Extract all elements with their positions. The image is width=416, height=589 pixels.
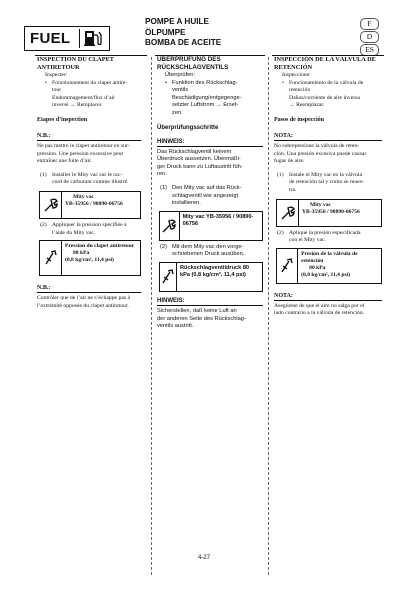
spec-label: Presión de la válvula de	[301, 250, 358, 257]
spec-box	[39, 240, 141, 276]
spec-value: (0,8 kg/cm², 11,4 psi)	[191, 271, 246, 278]
page-number: 4-27	[198, 555, 211, 561]
note-label: HINWEIS:	[157, 297, 263, 306]
step-1: (1) Den Mity vac auf das Rück- schlagventil wie angezeigt installieren.	[160, 184, 242, 207]
section-title: ÜBERPRÜFUNG DES	[157, 56, 221, 63]
column-french	[37, 56, 141, 310]
tool-part-number: 90890-06756	[182, 213, 254, 227]
note-label: N.B.:	[37, 132, 141, 141]
language-indicators	[360, 18, 379, 57]
step-2: (2) Aplique la presión especificada con el Mity vac.	[277, 229, 361, 244]
step-1: (1) Installer le Mity vac sur le rac- cord de carburant comme illustré.	[40, 171, 129, 186]
note-text: No sobrepresione la válvula de reten- ción. Una presión excesiva puede causar fugas de aire.	[274, 142, 367, 165]
tool-box	[159, 211, 263, 241]
special-tool-icon	[277, 200, 299, 226]
step-2: (2) Appliquer la pression spécifiée à l’aide du Mity vac.	[40, 221, 127, 236]
section-label: FUEL	[30, 30, 71, 47]
title-fr: POMPE A HUILE	[145, 17, 209, 26]
spec-box	[159, 262, 263, 292]
column-divider	[151, 57, 152, 575]
title-es: BOMBA DE ACEITE	[145, 38, 222, 47]
bullet-item: • Funktion des Rückschlag- ventils Beschädigung/entgegenge- setzter Luftstrom → Erset- zen.	[165, 79, 242, 116]
note-label: N.B.:	[37, 284, 141, 293]
spec-label: Rückschlagventildruck	[180, 264, 242, 271]
section-title: RETENCIÓN	[274, 64, 313, 71]
tool-name: Mity vac	[182, 213, 205, 220]
spec-value: (0,8 kg/cm², 11,4 psi)	[65, 257, 114, 264]
tool-box	[276, 199, 382, 227]
step-2: (2) Mit dem Mity vac den vorge- schriebenen Druck ausüben.	[160, 243, 245, 258]
section-title: RÜCKSCHLAGVENTILS	[157, 64, 229, 71]
special-tool-icon	[40, 192, 62, 218]
steps-heading: Überprüfungsschritte	[157, 124, 219, 131]
column-spanish	[274, 56, 382, 318]
steps-heading: Etapes d’inspection	[37, 116, 88, 123]
tool-box	[39, 191, 141, 219]
column-german	[157, 56, 263, 331]
bullet-item: • Fonctionnement du clapet antire- tour Endommagement/flux d’air inversé → Remplacer.	[45, 79, 128, 109]
step-1: (1) Instale el Mity vac en la válvula de retención tal y como se mues- tra.	[277, 171, 364, 193]
spec-box	[276, 248, 382, 284]
note-text: Ne pas mettre le clapet antiretour en sur- pression. Une pression excessive peut entraîner une fuite d’air.	[37, 142, 130, 165]
spec-value: (0,8 kg/cm², 11,4 psi)	[301, 271, 351, 278]
lang-d: D	[360, 31, 379, 43]
tool-part-number: YB-35956 / 90890-06756	[302, 208, 360, 215]
special-tool-icon	[160, 212, 180, 240]
spec-pressure-icon	[160, 263, 177, 291]
lang-es: ES	[360, 44, 379, 56]
spec-label: Pression du clapet	[65, 243, 109, 250]
inspect-label: Überprüfen:	[165, 72, 196, 78]
section-title: INSPECCIÓN DE LA VÁLVULA DE	[274, 56, 376, 63]
note-label: HINWEIS:	[157, 138, 263, 147]
spec-pressure-icon	[40, 241, 62, 275]
note-text: Sicherstellen, daß keine Luft an der anderen Seite des Rückschlag- ventils austritt.	[157, 307, 246, 330]
fuel-pump-icon	[79, 29, 105, 48]
bullet-item: • Funcionamiento de la válvula de retención Daños/corriente de aire inversa → Reemplazar.	[282, 79, 364, 109]
spec-value: 80 kPa	[180, 264, 250, 278]
section-title: INSPECTION DU CLAPET	[37, 56, 114, 63]
note-label: NOTA:	[274, 292, 382, 301]
lang-f: F	[360, 18, 379, 30]
note-text: Asegúrese de que el aire no salga por el lado contrario a la válvula de retención.	[274, 302, 365, 317]
spec-value: 80 kPa	[73, 250, 90, 257]
section-title: ANTIRETOUR	[37, 64, 80, 71]
page-titles	[145, 17, 221, 49]
inspect-label: Inspeccione:	[282, 72, 311, 78]
title-de: ÖLPUMPE	[145, 27, 186, 37]
note-label: NOTA:	[274, 132, 382, 141]
tool-part-number: YB-35956 /	[206, 213, 235, 220]
tool-name: Mity vac	[73, 193, 94, 200]
note-text: Contrôler que de l’air ne s’échappe pas à l’extrémité opposée du clapet antiretour.	[37, 295, 131, 309]
section-tab-fuel	[24, 26, 110, 51]
steps-heading: Pasos de inspección	[274, 116, 325, 123]
note-text: Das Rückschlagventil keinem Überdruck aussetzen. Übermäßi- ger Druck kann zu Luftaustritt füh- ren.	[157, 148, 243, 178]
spec-value: 80 kPa	[309, 264, 326, 271]
spec-label: antiretour	[109, 243, 135, 250]
spec-pressure-icon	[277, 249, 298, 283]
spec-label: retención	[301, 257, 324, 264]
inspect-label: Inspecter:	[45, 72, 68, 78]
tool-part-number: YB-35956 / 90890-06756	[65, 200, 123, 207]
tool-name: Mity vac	[310, 201, 331, 208]
column-divider	[268, 57, 269, 575]
